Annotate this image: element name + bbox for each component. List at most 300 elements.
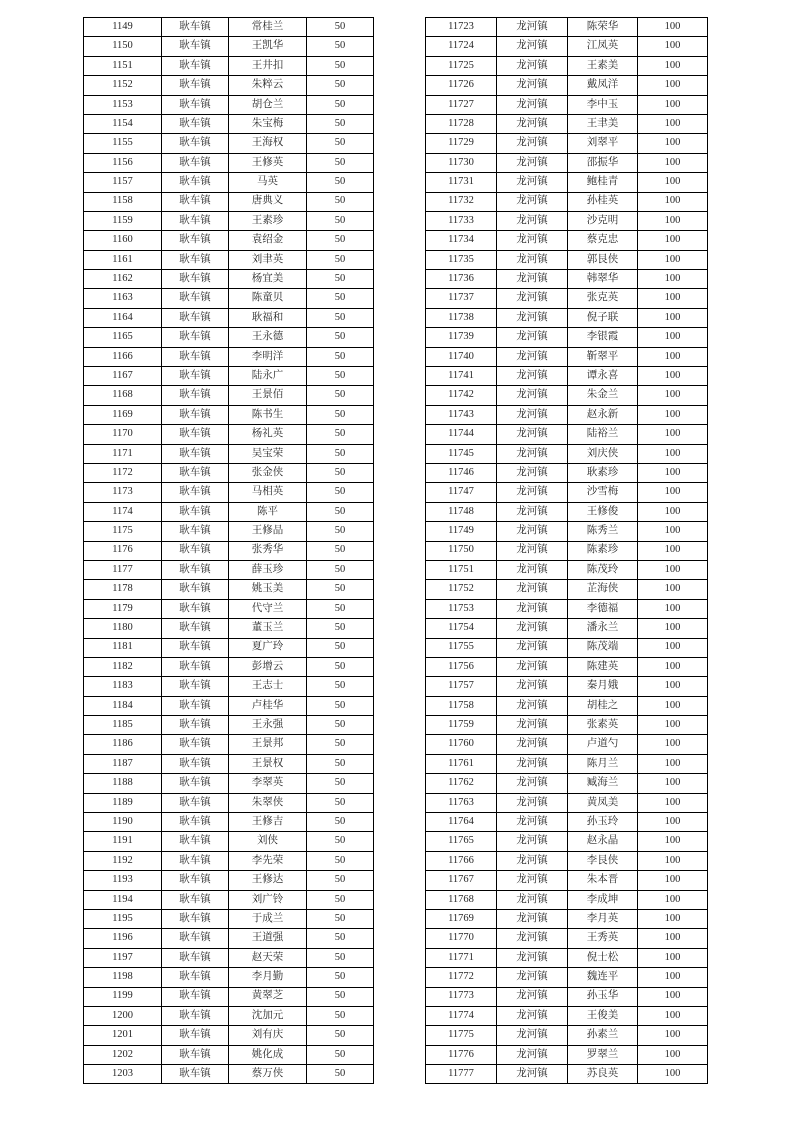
serial-cell: 1178	[84, 580, 162, 599]
town-cell: 耿车镇	[162, 95, 229, 114]
table-row	[426, 890, 708, 909]
amount-cell: 50	[307, 619, 374, 638]
town-cell: 龙河镇	[497, 405, 568, 424]
amount-cell: 100	[638, 599, 708, 618]
amount-cell: 100	[638, 444, 708, 463]
serial-cell: 1157	[84, 173, 162, 192]
serial-cell: 11736	[426, 270, 497, 289]
name-cell: 夏广玲	[229, 638, 307, 657]
name-cell: 刘庆侠	[568, 444, 638, 463]
serial-cell: 11777	[426, 1065, 497, 1084]
table-row	[426, 871, 708, 890]
serial-cell: 1169	[84, 405, 162, 424]
name-cell: 王景权	[229, 754, 307, 773]
town-cell: 耿车镇	[162, 987, 229, 1006]
serial-cell: 11728	[426, 114, 497, 133]
town-cell: 龙河镇	[497, 560, 568, 579]
name-cell: 姚化成	[229, 1045, 307, 1064]
name-cell: 朱金兰	[568, 386, 638, 405]
name-cell: 刘侠	[229, 832, 307, 851]
table-row	[426, 270, 708, 289]
town-cell: 龙河镇	[497, 909, 568, 928]
amount-cell: 100	[638, 405, 708, 424]
table-row	[426, 619, 708, 638]
amount-cell: 50	[307, 463, 374, 482]
table-row	[426, 405, 708, 424]
serial-cell: 11723	[426, 18, 497, 37]
amount-cell: 50	[307, 657, 374, 676]
serial-cell: 1179	[84, 599, 162, 618]
town-cell: 龙河镇	[497, 308, 568, 327]
town-cell: 龙河镇	[497, 987, 568, 1006]
serial-cell: 11748	[426, 502, 497, 521]
amount-cell: 100	[638, 95, 708, 114]
town-cell: 龙河镇	[497, 211, 568, 230]
table-row	[426, 716, 708, 735]
name-cell: 马英	[229, 173, 307, 192]
table-row	[426, 18, 708, 37]
amount-cell: 100	[638, 250, 708, 269]
table-row	[84, 696, 374, 715]
amount-cell: 50	[307, 250, 374, 269]
town-cell: 龙河镇	[497, 638, 568, 657]
name-cell: 刘广铃	[229, 890, 307, 909]
serial-cell: 1155	[84, 134, 162, 153]
table-row	[426, 813, 708, 832]
town-cell: 龙河镇	[497, 483, 568, 502]
town-cell: 耿车镇	[162, 580, 229, 599]
serial-cell: 1190	[84, 813, 162, 832]
name-cell: 王景佰	[229, 386, 307, 405]
name-cell: 陆裕兰	[568, 425, 638, 444]
serial-cell: 1193	[84, 871, 162, 890]
name-cell: 李月勤	[229, 968, 307, 987]
name-cell: 臧海兰	[568, 774, 638, 793]
town-cell: 龙河镇	[497, 541, 568, 560]
town-cell: 耿车镇	[162, 793, 229, 812]
serial-cell: 11741	[426, 367, 497, 386]
serial-cell: 1199	[84, 987, 162, 1006]
amount-cell: 100	[638, 735, 708, 754]
table-row	[426, 599, 708, 618]
town-cell: 耿车镇	[162, 114, 229, 133]
name-cell: 王秀英	[568, 929, 638, 948]
serial-cell: 11743	[426, 405, 497, 424]
town-cell: 耿车镇	[162, 599, 229, 618]
town-cell: 龙河镇	[497, 735, 568, 754]
amount-cell: 100	[638, 929, 708, 948]
name-cell: 王修俊	[568, 502, 638, 521]
name-cell: 蔡万侠	[229, 1065, 307, 1084]
serial-cell: 1183	[84, 677, 162, 696]
serial-cell: 1189	[84, 793, 162, 812]
serial-cell: 1200	[84, 1006, 162, 1025]
serial-cell: 11774	[426, 1006, 497, 1025]
name-cell: 李中玉	[568, 95, 638, 114]
serial-cell: 11757	[426, 677, 497, 696]
name-cell: 沈加元	[229, 1006, 307, 1025]
table-row	[426, 851, 708, 870]
amount-cell: 50	[307, 929, 374, 948]
name-cell: 陈平	[229, 502, 307, 521]
town-cell: 龙河镇	[497, 793, 568, 812]
table-row	[426, 793, 708, 812]
table-row	[84, 832, 374, 851]
amount-cell: 100	[638, 76, 708, 95]
table-row	[426, 250, 708, 269]
name-cell: 姚玉美	[229, 580, 307, 599]
town-cell: 龙河镇	[497, 696, 568, 715]
name-cell: 陈书生	[229, 405, 307, 424]
serial-cell: 11775	[426, 1026, 497, 1045]
serial-cell: 11727	[426, 95, 497, 114]
amount-cell: 50	[307, 987, 374, 1006]
town-cell: 龙河镇	[497, 580, 568, 599]
amount-cell: 50	[307, 18, 374, 37]
table-row	[426, 1026, 708, 1045]
name-cell: 王海权	[229, 134, 307, 153]
amount-cell: 100	[638, 37, 708, 56]
amount-cell: 100	[638, 793, 708, 812]
town-cell: 龙河镇	[497, 56, 568, 75]
serial-cell: 11726	[426, 76, 497, 95]
name-cell: 王井扣	[229, 56, 307, 75]
town-cell: 龙河镇	[497, 114, 568, 133]
table-row	[84, 463, 374, 482]
name-cell: 常桂兰	[229, 18, 307, 37]
amount-cell: 100	[638, 134, 708, 153]
table-row	[426, 483, 708, 502]
serial-cell: 1184	[84, 696, 162, 715]
table-row	[84, 968, 374, 987]
table-row	[84, 580, 374, 599]
town-cell: 龙河镇	[497, 76, 568, 95]
town-cell: 龙河镇	[497, 289, 568, 308]
town-cell: 耿车镇	[162, 1026, 229, 1045]
amount-cell: 100	[638, 483, 708, 502]
name-cell: 王永强	[229, 716, 307, 735]
amount-cell: 50	[307, 832, 374, 851]
amount-cell: 50	[307, 56, 374, 75]
table-row	[84, 774, 374, 793]
town-cell: 耿车镇	[162, 463, 229, 482]
town-cell: 龙河镇	[497, 522, 568, 541]
amount-cell: 100	[638, 347, 708, 366]
name-cell: 陈荣华	[568, 18, 638, 37]
serial-cell: 1176	[84, 541, 162, 560]
table-row	[84, 134, 374, 153]
name-cell: 陈月兰	[568, 754, 638, 773]
name-cell: 王修英	[229, 153, 307, 172]
amount-cell: 100	[638, 173, 708, 192]
serial-cell: 11769	[426, 909, 497, 928]
name-cell: 杨礼英	[229, 425, 307, 444]
table-row	[426, 929, 708, 948]
name-cell: 孙素兰	[568, 1026, 638, 1045]
serial-cell: 11731	[426, 173, 497, 192]
serial-cell: 11735	[426, 250, 497, 269]
table-row	[84, 192, 374, 211]
serial-cell: 11767	[426, 871, 497, 890]
name-cell: 魏连平	[568, 968, 638, 987]
serial-cell: 1159	[84, 211, 162, 230]
amount-cell: 100	[638, 948, 708, 967]
serial-cell: 11737	[426, 289, 497, 308]
serial-cell: 1168	[84, 386, 162, 405]
table-row	[426, 386, 708, 405]
serial-cell: 11761	[426, 754, 497, 773]
serial-cell: 1152	[84, 76, 162, 95]
table-row	[84, 522, 374, 541]
town-cell: 耿车镇	[162, 1045, 229, 1064]
serial-cell: 11764	[426, 813, 497, 832]
amount-cell: 100	[638, 1026, 708, 1045]
name-cell: 薛玉珍	[229, 560, 307, 579]
town-cell: 耿车镇	[162, 754, 229, 773]
town-cell: 耿车镇	[162, 502, 229, 521]
town-cell: 龙河镇	[497, 192, 568, 211]
table-row	[426, 560, 708, 579]
left-roster-table	[83, 17, 374, 1084]
serial-cell: 11773	[426, 987, 497, 1006]
name-cell: 王聿美	[568, 114, 638, 133]
amount-cell: 100	[638, 463, 708, 482]
amount-cell: 50	[307, 76, 374, 95]
serial-cell: 11746	[426, 463, 497, 482]
table-row	[84, 173, 374, 192]
name-cell: 苏良英	[568, 1065, 638, 1084]
amount-cell: 50	[307, 270, 374, 289]
name-cell: 李艮侠	[568, 851, 638, 870]
table-row	[84, 1006, 374, 1025]
table-row	[426, 211, 708, 230]
name-cell: 李月英	[568, 909, 638, 928]
town-cell: 龙河镇	[497, 463, 568, 482]
town-cell: 耿车镇	[162, 270, 229, 289]
town-cell: 龙河镇	[497, 18, 568, 37]
serial-cell: 1181	[84, 638, 162, 657]
table-row	[84, 328, 374, 347]
serial-cell: 11739	[426, 328, 497, 347]
amount-cell: 100	[638, 289, 708, 308]
town-cell: 龙河镇	[497, 1006, 568, 1025]
serial-cell: 1198	[84, 968, 162, 987]
table-row	[84, 308, 374, 327]
name-cell: 刘有庆	[229, 1026, 307, 1045]
amount-cell: 50	[307, 95, 374, 114]
table-row	[426, 76, 708, 95]
table-row	[426, 444, 708, 463]
town-cell: 耿车镇	[162, 153, 229, 172]
amount-cell: 100	[638, 18, 708, 37]
table-row	[426, 638, 708, 657]
amount-cell: 100	[638, 580, 708, 599]
table-row	[426, 153, 708, 172]
name-cell: 王修吉	[229, 813, 307, 832]
town-cell: 耿车镇	[162, 76, 229, 95]
name-cell: 张克英	[568, 289, 638, 308]
town-cell: 耿车镇	[162, 813, 229, 832]
serial-cell: 11733	[426, 211, 497, 230]
table-row	[84, 929, 374, 948]
name-cell: 邵振华	[568, 153, 638, 172]
table-row	[426, 696, 708, 715]
amount-cell: 50	[307, 231, 374, 250]
table-row	[84, 1026, 374, 1045]
town-cell: 耿车镇	[162, 192, 229, 211]
town-cell: 龙河镇	[497, 502, 568, 521]
serial-cell: 1153	[84, 95, 162, 114]
town-cell: 龙河镇	[497, 367, 568, 386]
amount-cell: 50	[307, 405, 374, 424]
serial-cell: 11732	[426, 192, 497, 211]
serial-cell: 1202	[84, 1045, 162, 1064]
amount-cell: 50	[307, 192, 374, 211]
table-row	[426, 541, 708, 560]
name-cell: 朱翠侠	[229, 793, 307, 812]
town-cell: 龙河镇	[497, 716, 568, 735]
serial-cell: 1151	[84, 56, 162, 75]
serial-cell: 1158	[84, 192, 162, 211]
town-cell: 耿车镇	[162, 522, 229, 541]
table-row	[84, 231, 374, 250]
name-cell: 代守兰	[229, 599, 307, 618]
serial-cell: 11738	[426, 308, 497, 327]
name-cell: 罗翠兰	[568, 1045, 638, 1064]
name-cell: 韩翠华	[568, 270, 638, 289]
amount-cell: 50	[307, 716, 374, 735]
name-cell: 李成坤	[568, 890, 638, 909]
serial-cell: 11770	[426, 929, 497, 948]
town-cell: 龙河镇	[497, 832, 568, 851]
table-row	[426, 948, 708, 967]
table-row	[426, 328, 708, 347]
amount-cell: 50	[307, 754, 374, 773]
serial-cell: 11755	[426, 638, 497, 657]
town-cell: 龙河镇	[497, 677, 568, 696]
town-cell: 龙河镇	[497, 754, 568, 773]
table-row	[84, 1045, 374, 1064]
town-cell: 龙河镇	[497, 948, 568, 967]
amount-cell: 100	[638, 677, 708, 696]
amount-cell: 50	[307, 347, 374, 366]
amount-cell: 50	[307, 134, 374, 153]
amount-cell: 50	[307, 560, 374, 579]
table-row	[426, 231, 708, 250]
serial-cell: 1197	[84, 948, 162, 967]
name-cell: 张素英	[568, 716, 638, 735]
town-cell: 耿车镇	[162, 134, 229, 153]
town-cell: 耿车镇	[162, 444, 229, 463]
amount-cell: 100	[638, 211, 708, 230]
table-row	[84, 367, 374, 386]
town-cell: 耿车镇	[162, 367, 229, 386]
name-cell: 董玉兰	[229, 619, 307, 638]
town-cell: 耿车镇	[162, 948, 229, 967]
name-cell: 王永德	[229, 328, 307, 347]
name-cell: 李银霞	[568, 328, 638, 347]
serial-cell: 1171	[84, 444, 162, 463]
amount-cell: 100	[638, 386, 708, 405]
town-cell: 龙河镇	[497, 231, 568, 250]
table-row	[426, 580, 708, 599]
amount-cell: 100	[638, 716, 708, 735]
amount-cell: 100	[638, 638, 708, 657]
table-row	[84, 95, 374, 114]
town-cell: 龙河镇	[497, 851, 568, 870]
table-row	[426, 134, 708, 153]
name-cell: 吴宝荣	[229, 444, 307, 463]
amount-cell: 50	[307, 367, 374, 386]
town-cell: 龙河镇	[497, 386, 568, 405]
name-cell: 王道强	[229, 929, 307, 948]
serial-cell: 11756	[426, 657, 497, 676]
name-cell: 陈茂玲	[568, 560, 638, 579]
town-cell: 龙河镇	[497, 890, 568, 909]
serial-cell: 1194	[84, 890, 162, 909]
amount-cell: 100	[638, 871, 708, 890]
serial-cell: 1182	[84, 657, 162, 676]
serial-cell: 11758	[426, 696, 497, 715]
table-row	[84, 677, 374, 696]
table-row	[84, 76, 374, 95]
table-row	[426, 1065, 708, 1084]
serial-cell: 11751	[426, 560, 497, 579]
serial-cell: 1160	[84, 231, 162, 250]
town-cell: 耿车镇	[162, 37, 229, 56]
amount-cell: 100	[638, 813, 708, 832]
table-row	[426, 1006, 708, 1025]
name-cell: 鲍桂青	[568, 173, 638, 192]
name-cell: 王修品	[229, 522, 307, 541]
amount-cell: 100	[638, 1045, 708, 1064]
town-cell: 龙河镇	[497, 1026, 568, 1045]
name-cell: 郭艮侠	[568, 250, 638, 269]
serial-cell: 1154	[84, 114, 162, 133]
table-row	[84, 483, 374, 502]
town-cell: 龙河镇	[497, 328, 568, 347]
amount-cell: 50	[307, 1026, 374, 1045]
amount-cell: 100	[638, 425, 708, 444]
name-cell: 黄凤美	[568, 793, 638, 812]
amount-cell: 100	[638, 619, 708, 638]
amount-cell: 100	[638, 541, 708, 560]
amount-cell: 50	[307, 153, 374, 172]
name-cell: 潘永兰	[568, 619, 638, 638]
amount-cell: 100	[638, 754, 708, 773]
town-cell: 龙河镇	[497, 444, 568, 463]
amount-cell: 100	[638, 192, 708, 211]
table-row	[84, 270, 374, 289]
serial-cell: 11740	[426, 347, 497, 366]
serial-cell: 11754	[426, 619, 497, 638]
serial-cell: 1167	[84, 367, 162, 386]
name-cell: 蔡克忠	[568, 231, 638, 250]
town-cell: 龙河镇	[497, 657, 568, 676]
town-cell: 龙河镇	[497, 929, 568, 948]
serial-cell: 1166	[84, 347, 162, 366]
name-cell: 江凤英	[568, 37, 638, 56]
amount-cell: 50	[307, 851, 374, 870]
name-cell: 李德福	[568, 599, 638, 618]
name-cell: 于成兰	[229, 909, 307, 928]
serial-cell: 1201	[84, 1026, 162, 1045]
name-cell: 胡桂之	[568, 696, 638, 715]
table-row	[426, 754, 708, 773]
name-cell: 陆永广	[229, 367, 307, 386]
town-cell: 龙河镇	[497, 1045, 568, 1064]
serial-cell: 1165	[84, 328, 162, 347]
